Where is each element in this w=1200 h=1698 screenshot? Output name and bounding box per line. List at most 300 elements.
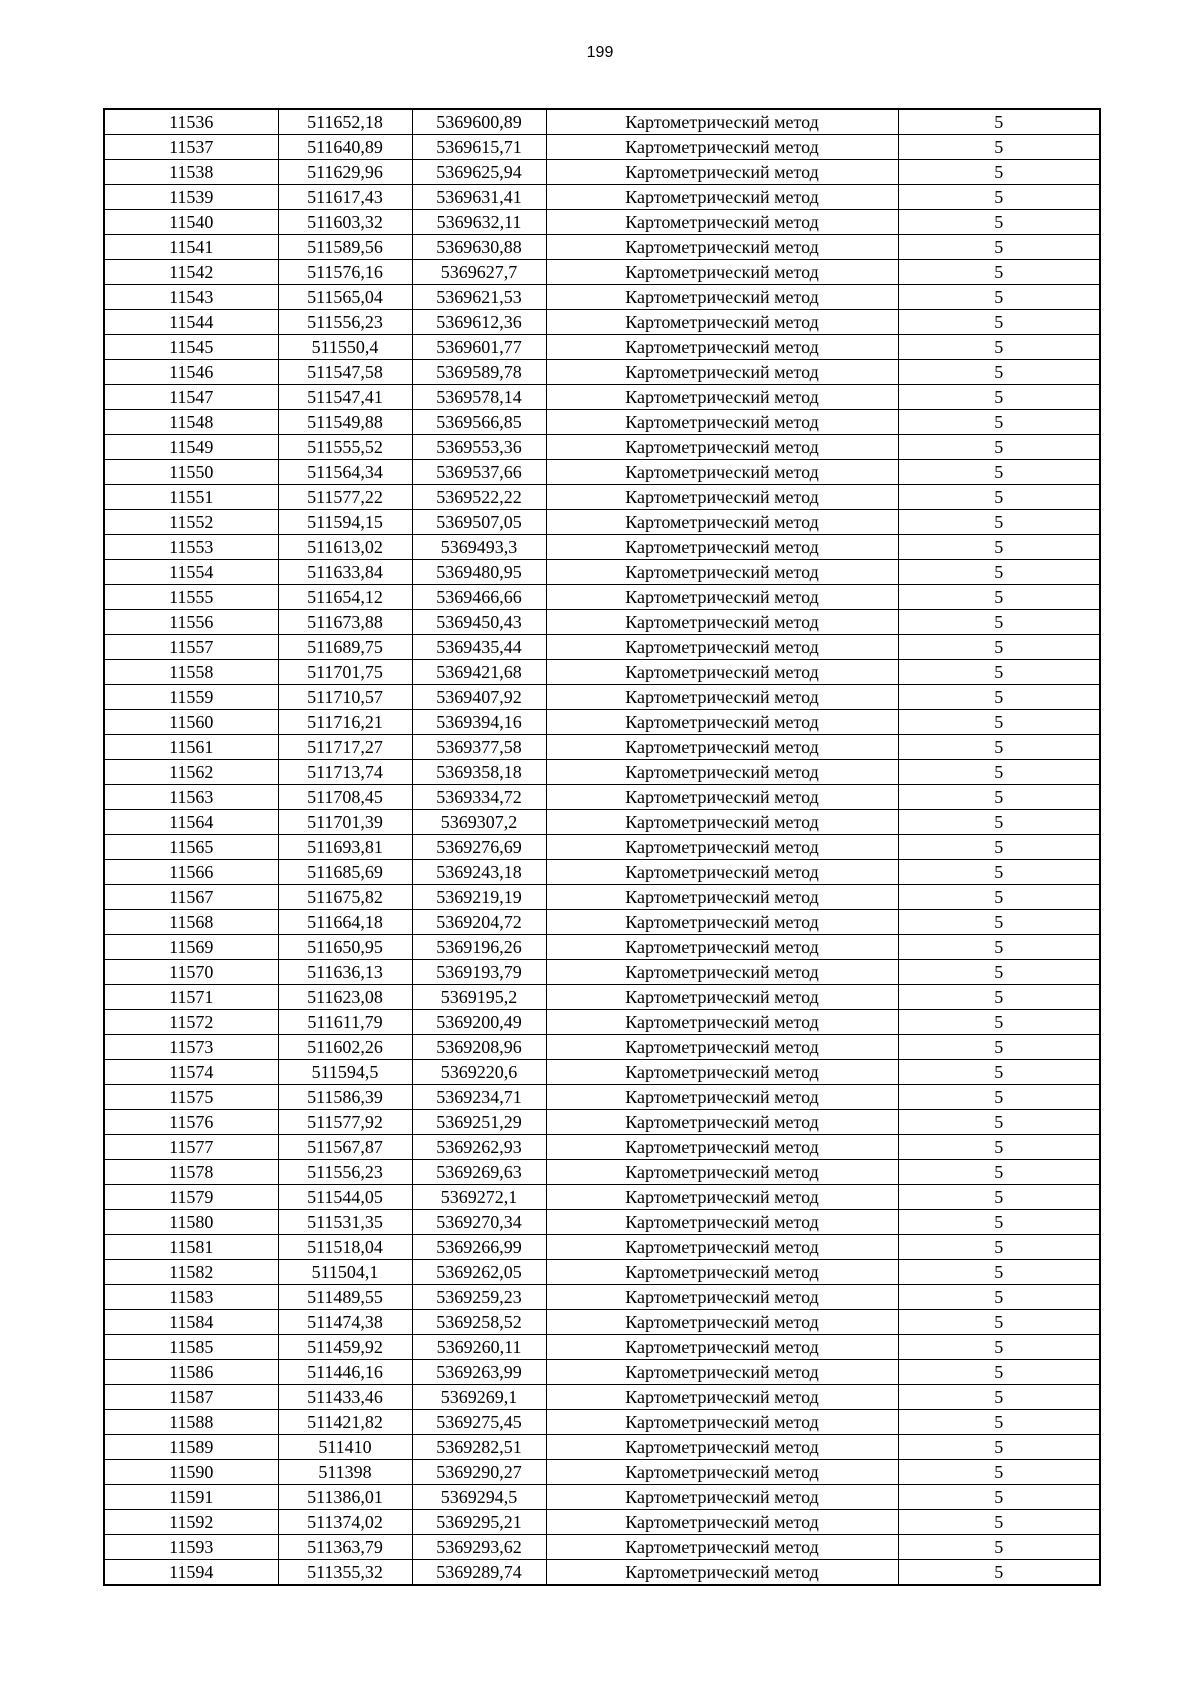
method-cell: Картометрический метод xyxy=(546,660,898,685)
accuracy-cell: 5 xyxy=(898,835,1100,860)
x-coordinate-cell: 511577,22 xyxy=(278,485,412,510)
y-coordinate-cell: 5369219,19 xyxy=(412,885,546,910)
point-number-cell: 11578 xyxy=(104,1160,278,1185)
point-number-cell: 11537 xyxy=(104,135,278,160)
accuracy-cell: 5 xyxy=(898,1485,1100,1510)
point-number-cell: 11551 xyxy=(104,485,278,510)
method-cell: Картометрический метод xyxy=(546,160,898,185)
y-coordinate-cell: 5369251,29 xyxy=(412,1110,546,1135)
point-number-cell: 11545 xyxy=(104,335,278,360)
method-cell: Картометрический метод xyxy=(546,1385,898,1410)
y-coordinate-cell: 5369200,49 xyxy=(412,1010,546,1035)
accuracy-cell: 5 xyxy=(898,785,1100,810)
point-number-cell: 11591 xyxy=(104,1485,278,1510)
point-number-cell: 11572 xyxy=(104,1010,278,1035)
y-coordinate-cell: 5369204,72 xyxy=(412,910,546,935)
table-row xyxy=(104,160,1100,185)
x-coordinate-cell: 511613,02 xyxy=(278,535,412,560)
x-coordinate-cell: 511474,38 xyxy=(278,1310,412,1335)
x-coordinate-cell: 511650,95 xyxy=(278,935,412,960)
x-coordinate-cell: 511433,46 xyxy=(278,1385,412,1410)
point-number-cell: 11539 xyxy=(104,185,278,210)
y-coordinate-cell: 5369243,18 xyxy=(412,860,546,885)
accuracy-cell: 5 xyxy=(898,1385,1100,1410)
y-coordinate-cell: 5369290,27 xyxy=(412,1460,546,1485)
table-row xyxy=(104,185,1100,210)
y-coordinate-cell: 5369293,62 xyxy=(412,1535,546,1560)
method-cell: Картометрический метод xyxy=(546,710,898,735)
accuracy-cell: 5 xyxy=(898,1185,1100,1210)
accuracy-cell: 5 xyxy=(898,710,1100,735)
x-coordinate-cell: 511547,41 xyxy=(278,385,412,410)
table-row xyxy=(104,1235,1100,1260)
x-coordinate-cell: 511701,39 xyxy=(278,810,412,835)
method-cell: Картометрический метод xyxy=(546,1460,898,1485)
accuracy-cell: 5 xyxy=(898,735,1100,760)
point-number-cell: 11581 xyxy=(104,1235,278,1260)
method-cell: Картометрический метод xyxy=(546,1260,898,1285)
point-number-cell: 11538 xyxy=(104,160,278,185)
y-coordinate-cell: 5369435,44 xyxy=(412,635,546,660)
table-row xyxy=(104,935,1100,960)
x-coordinate-cell: 511708,45 xyxy=(278,785,412,810)
table-row xyxy=(104,285,1100,310)
y-coordinate-cell: 5369195,2 xyxy=(412,985,546,1010)
point-number-cell: 11546 xyxy=(104,360,278,385)
method-cell: Картометрический метод xyxy=(546,1360,898,1385)
point-number-cell: 11582 xyxy=(104,1260,278,1285)
accuracy-cell: 5 xyxy=(898,410,1100,435)
table-row xyxy=(104,985,1100,1010)
x-coordinate-cell: 511374,02 xyxy=(278,1510,412,1535)
point-number-cell: 11580 xyxy=(104,1210,278,1235)
method-cell: Картометрический метод xyxy=(546,585,898,610)
coordinates-table xyxy=(103,108,1101,1586)
accuracy-cell: 5 xyxy=(898,1110,1100,1135)
table-row xyxy=(104,310,1100,335)
method-cell: Картометрический метод xyxy=(546,835,898,860)
table-row xyxy=(104,585,1100,610)
method-cell: Картометрический метод xyxy=(546,1435,898,1460)
y-coordinate-cell: 5369295,21 xyxy=(412,1510,546,1535)
page-number: 199 xyxy=(586,44,614,61)
accuracy-cell: 5 xyxy=(898,860,1100,885)
point-number-cell: 11574 xyxy=(104,1060,278,1085)
accuracy-cell: 5 xyxy=(898,335,1100,360)
x-coordinate-cell: 511586,39 xyxy=(278,1085,412,1110)
method-cell: Картометрический метод xyxy=(546,785,898,810)
table-row xyxy=(104,1110,1100,1135)
table-row xyxy=(104,435,1100,460)
method-cell: Картометрический метод xyxy=(546,1285,898,1310)
point-number-cell: 11579 xyxy=(104,1185,278,1210)
method-cell: Картометрический метод xyxy=(546,1535,898,1560)
table-row xyxy=(104,810,1100,835)
x-coordinate-cell: 511589,56 xyxy=(278,235,412,260)
y-coordinate-cell: 5369220,6 xyxy=(412,1060,546,1085)
table-row xyxy=(104,1135,1100,1160)
table-row xyxy=(104,635,1100,660)
y-coordinate-cell: 5369612,36 xyxy=(412,310,546,335)
method-cell: Картометрический метод xyxy=(546,1485,898,1510)
table-row xyxy=(104,560,1100,585)
method-cell: Картометрический метод xyxy=(546,1060,898,1085)
x-coordinate-cell: 511577,92 xyxy=(278,1110,412,1135)
accuracy-cell: 5 xyxy=(898,610,1100,635)
point-number-cell: 11558 xyxy=(104,660,278,685)
point-number-cell: 11564 xyxy=(104,810,278,835)
method-cell: Картометрический метод xyxy=(546,335,898,360)
accuracy-cell: 5 xyxy=(898,135,1100,160)
method-cell: Картометрический метод xyxy=(546,1085,898,1110)
y-coordinate-cell: 5369269,63 xyxy=(412,1160,546,1185)
x-coordinate-cell: 511355,32 xyxy=(278,1560,412,1586)
table-row xyxy=(104,1385,1100,1410)
point-number-cell: 11536 xyxy=(104,109,278,135)
x-coordinate-cell: 511565,04 xyxy=(278,285,412,310)
y-coordinate-cell: 5369589,78 xyxy=(412,360,546,385)
accuracy-cell: 5 xyxy=(898,1235,1100,1260)
x-coordinate-cell: 511629,96 xyxy=(278,160,412,185)
accuracy-cell: 5 xyxy=(898,1160,1100,1185)
x-coordinate-cell: 511701,75 xyxy=(278,660,412,685)
accuracy-cell: 5 xyxy=(898,935,1100,960)
x-coordinate-cell: 511556,23 xyxy=(278,310,412,335)
x-coordinate-cell: 511547,58 xyxy=(278,360,412,385)
table-row xyxy=(104,135,1100,160)
x-coordinate-cell: 511459,92 xyxy=(278,1335,412,1360)
y-coordinate-cell: 5369266,99 xyxy=(412,1235,546,1260)
point-number-cell: 11588 xyxy=(104,1410,278,1435)
x-coordinate-cell: 511410 xyxy=(278,1435,412,1460)
x-coordinate-cell: 511550,4 xyxy=(278,335,412,360)
x-coordinate-cell: 511567,87 xyxy=(278,1135,412,1160)
table-row xyxy=(104,910,1100,935)
y-coordinate-cell: 5369269,1 xyxy=(412,1385,546,1410)
method-cell: Картометрический метод xyxy=(546,985,898,1010)
point-number-cell: 11544 xyxy=(104,310,278,335)
method-cell: Картометрический метод xyxy=(546,410,898,435)
accuracy-cell: 5 xyxy=(898,1560,1100,1586)
x-coordinate-cell: 511640,89 xyxy=(278,135,412,160)
table-row xyxy=(104,385,1100,410)
method-cell: Картометрический метод xyxy=(546,1185,898,1210)
x-coordinate-cell: 511675,82 xyxy=(278,885,412,910)
table-row xyxy=(104,660,1100,685)
table-row xyxy=(104,885,1100,910)
point-number-cell: 11561 xyxy=(104,735,278,760)
y-coordinate-cell: 5369258,52 xyxy=(412,1310,546,1335)
y-coordinate-cell: 5369334,72 xyxy=(412,785,546,810)
x-coordinate-cell: 511489,55 xyxy=(278,1285,412,1310)
table-row xyxy=(104,1535,1100,1560)
x-coordinate-cell: 511611,79 xyxy=(278,1010,412,1035)
point-number-cell: 11550 xyxy=(104,460,278,485)
table-row xyxy=(104,1160,1100,1185)
point-number-cell: 11566 xyxy=(104,860,278,885)
y-coordinate-cell: 5369208,96 xyxy=(412,1035,546,1060)
table-row xyxy=(104,735,1100,760)
table-row xyxy=(104,1010,1100,1035)
accuracy-cell: 5 xyxy=(898,985,1100,1010)
accuracy-cell: 5 xyxy=(898,1435,1100,1460)
method-cell: Картометрический метод xyxy=(546,435,898,460)
accuracy-cell: 5 xyxy=(898,435,1100,460)
y-coordinate-cell: 5369632,11 xyxy=(412,210,546,235)
table-row xyxy=(104,1260,1100,1285)
method-cell: Картометрический метод xyxy=(546,1310,898,1335)
method-cell: Картометрический метод xyxy=(546,135,898,160)
point-number-cell: 11592 xyxy=(104,1510,278,1535)
accuracy-cell: 5 xyxy=(898,635,1100,660)
method-cell: Картометрический метод xyxy=(546,1010,898,1035)
table-row xyxy=(104,235,1100,260)
accuracy-cell: 5 xyxy=(898,1535,1100,1560)
accuracy-cell: 5 xyxy=(898,1510,1100,1535)
table-row xyxy=(104,760,1100,785)
x-coordinate-cell: 511518,04 xyxy=(278,1235,412,1260)
table-row xyxy=(104,1435,1100,1460)
point-number-cell: 11562 xyxy=(104,760,278,785)
y-coordinate-cell: 5369234,71 xyxy=(412,1085,546,1110)
method-cell: Картометрический метод xyxy=(546,860,898,885)
method-cell: Картометрический метод xyxy=(546,1510,898,1535)
point-number-cell: 11594 xyxy=(104,1560,278,1586)
x-coordinate-cell: 511446,16 xyxy=(278,1360,412,1385)
method-cell: Картометрический метод xyxy=(546,910,898,935)
table-row xyxy=(104,410,1100,435)
table-row xyxy=(104,1185,1100,1210)
accuracy-cell: 5 xyxy=(898,160,1100,185)
x-coordinate-cell: 511623,08 xyxy=(278,985,412,1010)
point-number-cell: 11576 xyxy=(104,1110,278,1135)
table-row xyxy=(104,685,1100,710)
x-coordinate-cell: 511652,18 xyxy=(278,109,412,135)
x-coordinate-cell: 511549,88 xyxy=(278,410,412,435)
accuracy-cell: 5 xyxy=(898,560,1100,585)
accuracy-cell: 5 xyxy=(898,910,1100,935)
accuracy-cell: 5 xyxy=(898,1360,1100,1385)
point-number-cell: 11575 xyxy=(104,1085,278,1110)
table-row xyxy=(104,785,1100,810)
accuracy-cell: 5 xyxy=(898,360,1100,385)
x-coordinate-cell: 511654,12 xyxy=(278,585,412,610)
x-coordinate-cell: 511544,05 xyxy=(278,1185,412,1210)
accuracy-cell: 5 xyxy=(898,585,1100,610)
x-coordinate-cell: 511564,34 xyxy=(278,460,412,485)
x-coordinate-cell: 511363,79 xyxy=(278,1535,412,1560)
accuracy-cell: 5 xyxy=(898,1135,1100,1160)
y-coordinate-cell: 5369480,95 xyxy=(412,560,546,585)
method-cell: Картометрический метод xyxy=(546,109,898,135)
accuracy-cell: 5 xyxy=(898,310,1100,335)
table-row xyxy=(104,710,1100,735)
accuracy-cell: 5 xyxy=(898,1035,1100,1060)
x-coordinate-cell: 511576,16 xyxy=(278,260,412,285)
accuracy-cell: 5 xyxy=(898,210,1100,235)
y-coordinate-cell: 5369272,1 xyxy=(412,1185,546,1210)
method-cell: Картометрический метод xyxy=(546,310,898,335)
point-number-cell: 11554 xyxy=(104,560,278,585)
table-row xyxy=(104,1460,1100,1485)
method-cell: Картометрический метод xyxy=(546,960,898,985)
method-cell: Картометрический метод xyxy=(546,260,898,285)
point-number-cell: 11590 xyxy=(104,1460,278,1485)
accuracy-cell: 5 xyxy=(898,960,1100,985)
accuracy-cell: 5 xyxy=(898,810,1100,835)
point-number-cell: 11563 xyxy=(104,785,278,810)
table-row xyxy=(104,960,1100,985)
accuracy-cell: 5 xyxy=(898,1460,1100,1485)
accuracy-cell: 5 xyxy=(898,185,1100,210)
method-cell: Картометрический метод xyxy=(546,1235,898,1260)
table-row xyxy=(104,1360,1100,1385)
coordinates-table-body xyxy=(104,109,1100,1585)
point-number-cell: 11553 xyxy=(104,535,278,560)
y-coordinate-cell: 5369394,16 xyxy=(412,710,546,735)
accuracy-cell: 5 xyxy=(898,460,1100,485)
x-coordinate-cell: 511710,57 xyxy=(278,685,412,710)
table-row xyxy=(104,1035,1100,1060)
method-cell: Картометрический метод xyxy=(546,760,898,785)
method-cell: Картометрический метод xyxy=(546,685,898,710)
accuracy-cell: 5 xyxy=(898,485,1100,510)
method-cell: Картометрический метод xyxy=(546,1410,898,1435)
accuracy-cell: 5 xyxy=(898,510,1100,535)
x-coordinate-cell: 511685,69 xyxy=(278,860,412,885)
x-coordinate-cell: 511717,27 xyxy=(278,735,412,760)
method-cell: Картометрический метод xyxy=(546,360,898,385)
accuracy-cell: 5 xyxy=(898,535,1100,560)
x-coordinate-cell: 511531,35 xyxy=(278,1210,412,1235)
y-coordinate-cell: 5369263,99 xyxy=(412,1360,546,1385)
method-cell: Картометрический метод xyxy=(546,535,898,560)
method-cell: Картометрический метод xyxy=(546,735,898,760)
accuracy-cell: 5 xyxy=(898,1060,1100,1085)
y-coordinate-cell: 5369600,89 xyxy=(412,109,546,135)
y-coordinate-cell: 5369615,71 xyxy=(412,135,546,160)
accuracy-cell: 5 xyxy=(898,1335,1100,1360)
table-row xyxy=(104,1485,1100,1510)
point-number-cell: 11577 xyxy=(104,1135,278,1160)
point-number-cell: 11571 xyxy=(104,985,278,1010)
y-coordinate-cell: 5369289,74 xyxy=(412,1560,546,1586)
point-number-cell: 11560 xyxy=(104,710,278,735)
y-coordinate-cell: 5369358,18 xyxy=(412,760,546,785)
accuracy-cell: 5 xyxy=(898,285,1100,310)
point-number-cell: 11586 xyxy=(104,1360,278,1385)
table-row xyxy=(104,1310,1100,1335)
x-coordinate-cell: 511602,26 xyxy=(278,1035,412,1060)
point-number-cell: 11570 xyxy=(104,960,278,985)
method-cell: Картометрический метод xyxy=(546,885,898,910)
y-coordinate-cell: 5369259,23 xyxy=(412,1285,546,1310)
y-coordinate-cell: 5369621,53 xyxy=(412,285,546,310)
point-number-cell: 11548 xyxy=(104,410,278,435)
table-row xyxy=(104,109,1100,135)
y-coordinate-cell: 5369282,51 xyxy=(412,1435,546,1460)
accuracy-cell: 5 xyxy=(898,1410,1100,1435)
x-coordinate-cell: 511594,5 xyxy=(278,1060,412,1085)
method-cell: Картометрический метод xyxy=(546,560,898,585)
x-coordinate-cell: 511636,13 xyxy=(278,960,412,985)
point-number-cell: 11556 xyxy=(104,610,278,635)
x-coordinate-cell: 511673,88 xyxy=(278,610,412,635)
x-coordinate-cell: 511633,84 xyxy=(278,560,412,585)
accuracy-cell: 5 xyxy=(898,1010,1100,1035)
x-coordinate-cell: 511556,23 xyxy=(278,1160,412,1185)
table-row xyxy=(104,260,1100,285)
table-row xyxy=(104,610,1100,635)
y-coordinate-cell: 5369631,41 xyxy=(412,185,546,210)
table-row xyxy=(104,460,1100,485)
method-cell: Картометрический метод xyxy=(546,810,898,835)
y-coordinate-cell: 5369193,79 xyxy=(412,960,546,985)
y-coordinate-cell: 5369553,36 xyxy=(412,435,546,460)
y-coordinate-cell: 5369566,85 xyxy=(412,410,546,435)
table-row xyxy=(104,485,1100,510)
method-cell: Картометрический метод xyxy=(546,460,898,485)
y-coordinate-cell: 5369630,88 xyxy=(412,235,546,260)
table-row xyxy=(104,1510,1100,1535)
x-coordinate-cell: 511693,81 xyxy=(278,835,412,860)
point-number-cell: 11541 xyxy=(104,235,278,260)
accuracy-cell: 5 xyxy=(898,1085,1100,1110)
accuracy-cell: 5 xyxy=(898,1210,1100,1235)
method-cell: Картометрический метод xyxy=(546,610,898,635)
accuracy-cell: 5 xyxy=(898,1310,1100,1335)
accuracy-cell: 5 xyxy=(898,109,1100,135)
point-number-cell: 11569 xyxy=(104,935,278,960)
y-coordinate-cell: 5369262,93 xyxy=(412,1135,546,1160)
y-coordinate-cell: 5369270,34 xyxy=(412,1210,546,1235)
y-coordinate-cell: 5369537,66 xyxy=(412,460,546,485)
y-coordinate-cell: 5369377,58 xyxy=(412,735,546,760)
method-cell: Картометрический метод xyxy=(546,1560,898,1586)
table-row xyxy=(104,210,1100,235)
y-coordinate-cell: 5369407,92 xyxy=(412,685,546,710)
point-number-cell: 11540 xyxy=(104,210,278,235)
point-number-cell: 11573 xyxy=(104,1035,278,1060)
method-cell: Картометрический метод xyxy=(546,1210,898,1235)
table-row xyxy=(104,1285,1100,1310)
y-coordinate-cell: 5369522,22 xyxy=(412,485,546,510)
table-row xyxy=(104,535,1100,560)
method-cell: Картометрический метод xyxy=(546,1135,898,1160)
x-coordinate-cell: 511594,15 xyxy=(278,510,412,535)
table-row xyxy=(104,1335,1100,1360)
x-coordinate-cell: 511713,74 xyxy=(278,760,412,785)
accuracy-cell: 5 xyxy=(898,235,1100,260)
y-coordinate-cell: 5369627,7 xyxy=(412,260,546,285)
table-row xyxy=(104,360,1100,385)
table-row xyxy=(104,1410,1100,1435)
accuracy-cell: 5 xyxy=(898,660,1100,685)
method-cell: Картометрический метод xyxy=(546,1335,898,1360)
y-coordinate-cell: 5369493,3 xyxy=(412,535,546,560)
method-cell: Картометрический метод xyxy=(546,235,898,260)
point-number-cell: 11547 xyxy=(104,385,278,410)
point-number-cell: 11543 xyxy=(104,285,278,310)
point-number-cell: 11584 xyxy=(104,1310,278,1335)
y-coordinate-cell: 5369421,68 xyxy=(412,660,546,685)
table-row xyxy=(104,335,1100,360)
x-coordinate-cell: 511398 xyxy=(278,1460,412,1485)
point-number-cell: 11568 xyxy=(104,910,278,935)
method-cell: Картометрический метод xyxy=(546,1110,898,1135)
y-coordinate-cell: 5369450,43 xyxy=(412,610,546,635)
x-coordinate-cell: 511504,1 xyxy=(278,1260,412,1285)
